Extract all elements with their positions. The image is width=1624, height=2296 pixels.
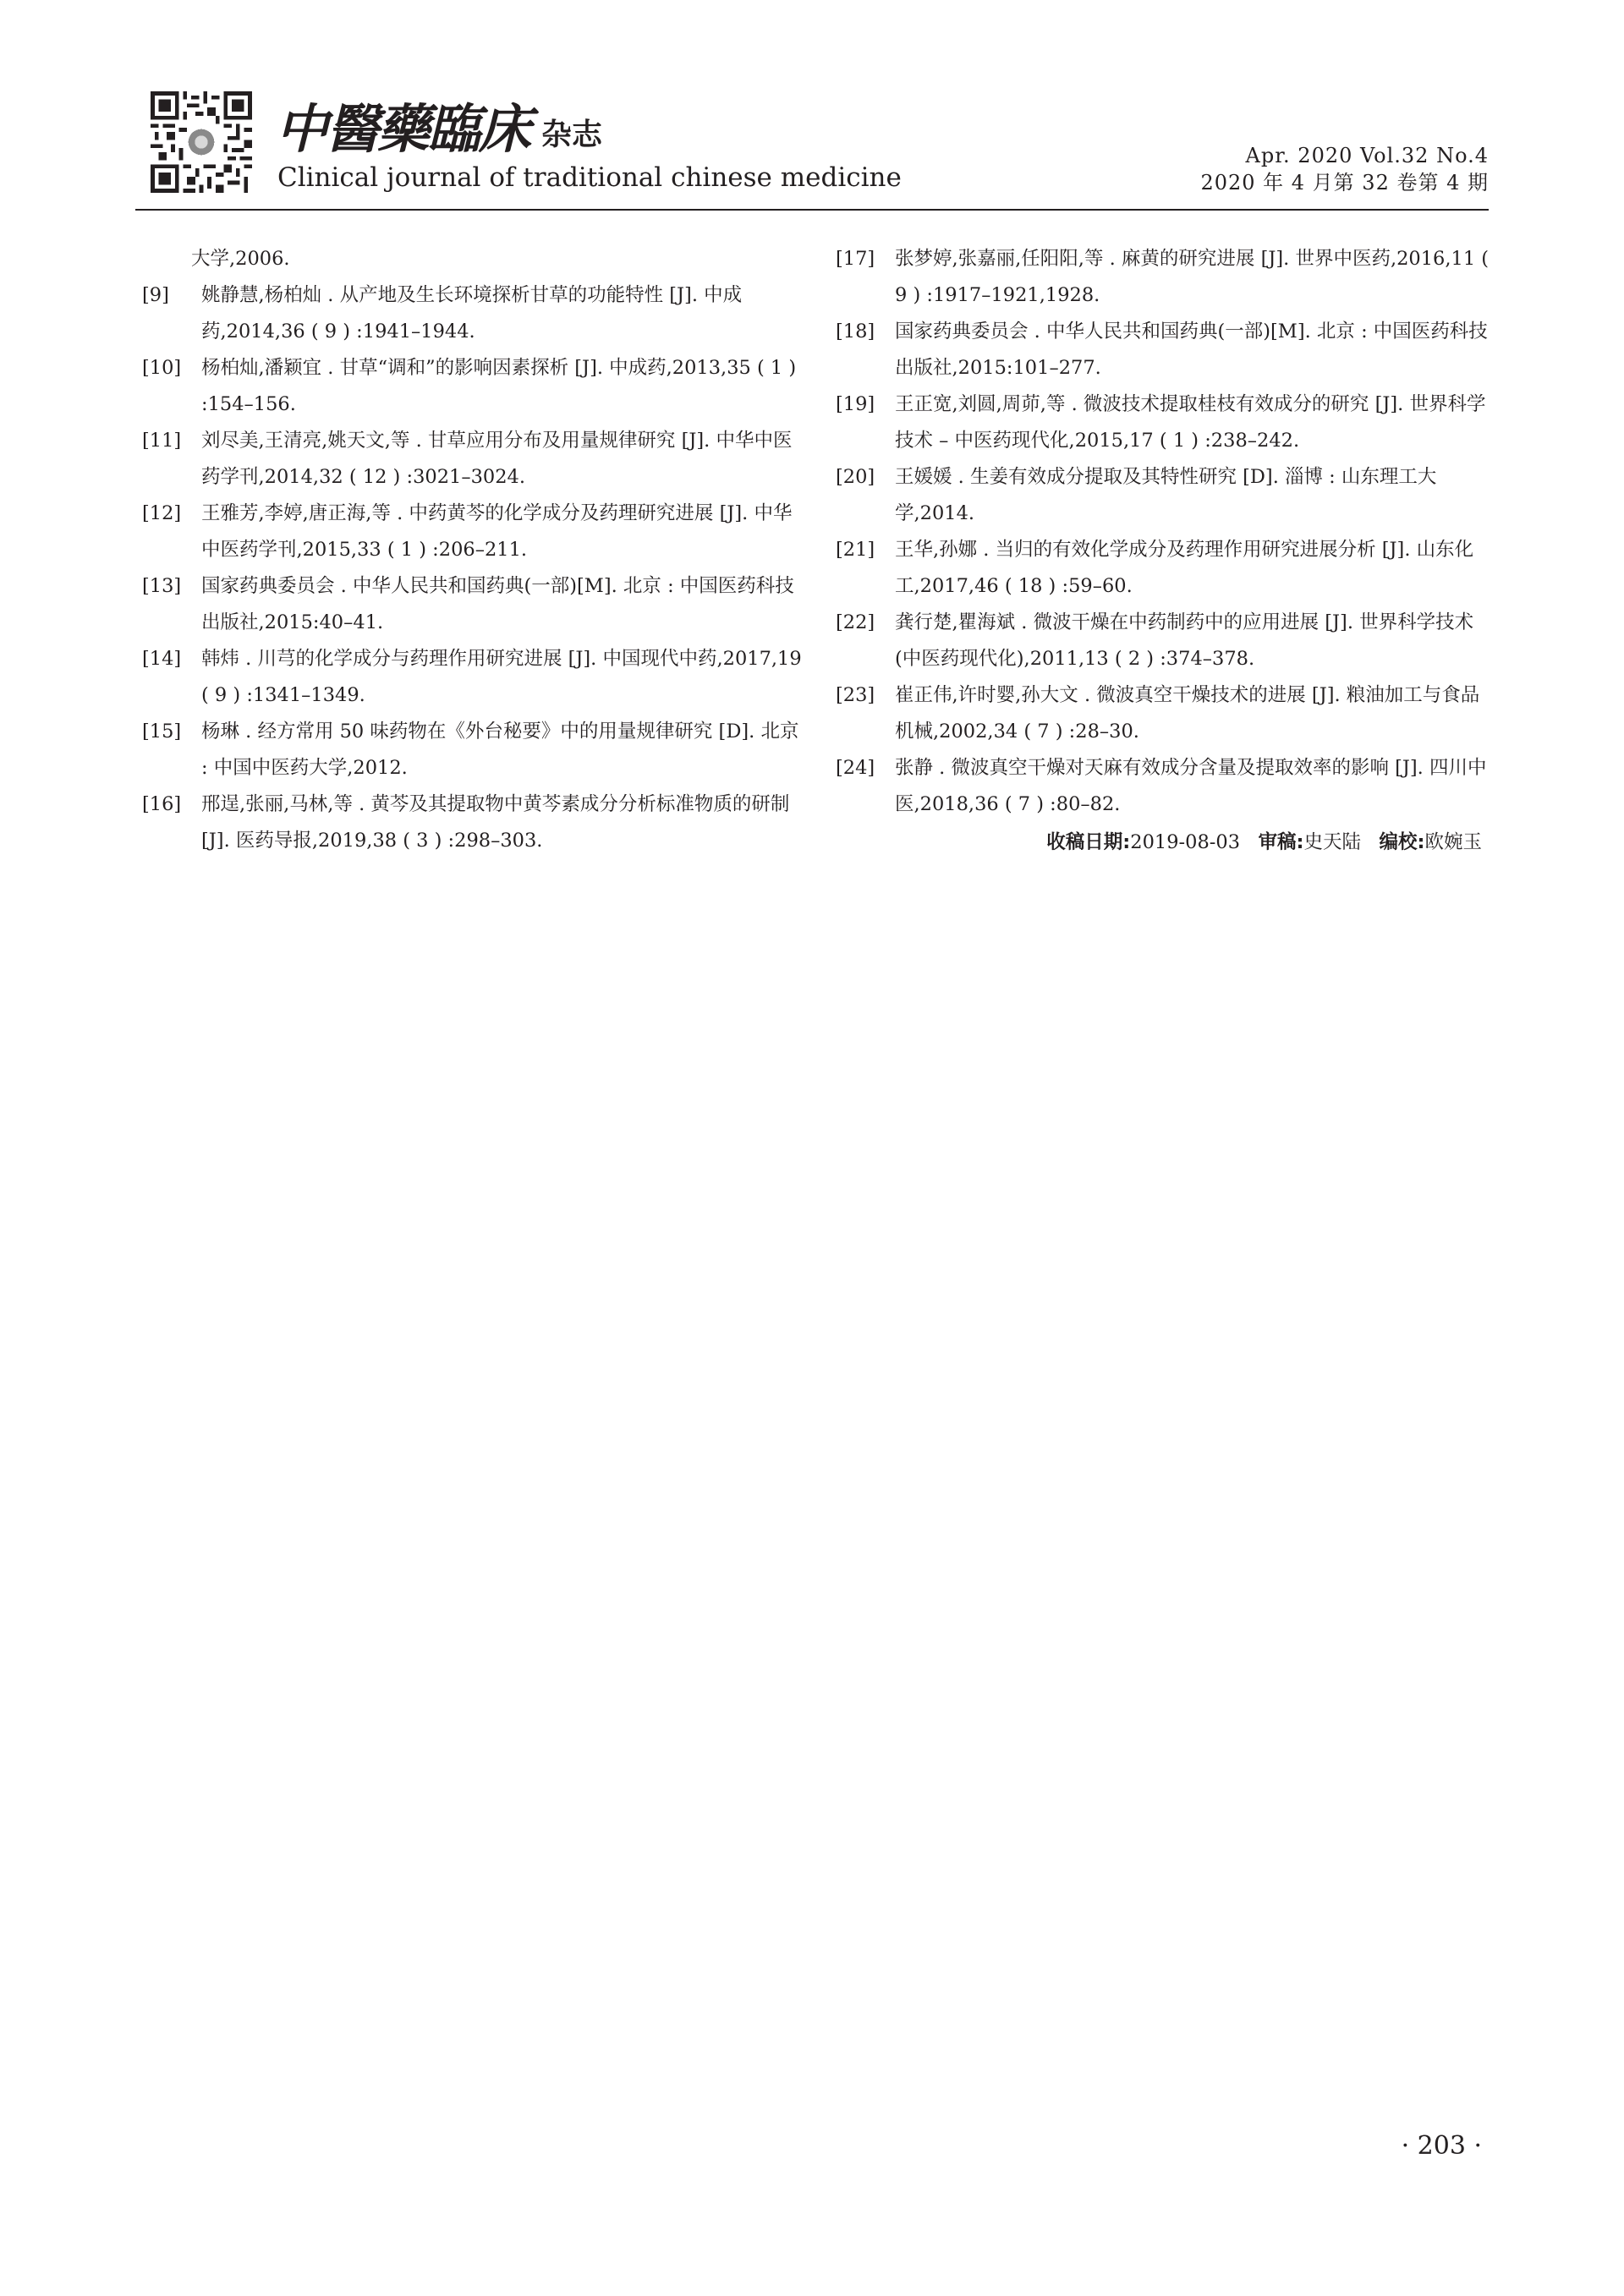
reference-number: [23]: [836, 684, 875, 706]
reference-item: [142, 350, 802, 423]
editor-name: 欧婉玉: [1424, 831, 1482, 853]
reference-number: [16]: [142, 793, 182, 815]
reference-item: [142, 714, 802, 786]
reviewer-name: 史天陆: [1303, 831, 1362, 853]
reference-number: [14]: [142, 648, 182, 670]
reference-item: [836, 750, 1495, 823]
reference-item: [836, 386, 1495, 459]
reference-text: 邢逞,张丽,马林,等 . 黄芩及其提取物中黄芩素成分分析标准物质的研制 [J]. 医药导报,2019,38 ( 3 ) :298–303.: [201, 793, 790, 852]
reference-item: [142, 641, 802, 714]
received-label: 收稿日期:: [1046, 831, 1131, 853]
journal-name-en: Clinical journal of traditional chinese medicine: [277, 162, 902, 193]
reference-text: 王媛媛 . 生姜有效成分提取及其特性研究 [D]. 淄博 : 山东理工大学,2014.: [895, 466, 1437, 524]
journal-suffix-cn: 杂志: [541, 117, 603, 152]
qr-code-icon: [151, 91, 252, 193]
reference-text: 龚行楚,瞿海斌 . 微波干燥在中药制药中的应用进展 [J]. 世界科学技术(中医药现代化),2011,13 ( 2 ) :374–378.: [895, 611, 1474, 670]
journal-name-cn: 中醫藥臨床: [276, 98, 530, 160]
reference-text: 杨琳 . 经方常用 50 味药物在《外台秘要》中的用量规律研究 [D]. 北京 : 中国中医药大学,2012.: [201, 721, 799, 779]
references-right-column: [836, 241, 1495, 861]
issue-cn: 2020 年 4 月第 32 卷第 4 期: [1200, 171, 1489, 195]
reference-text: 姚静慧,杨柏灿 . 从产地及生长环境探析甘草的功能特性 [J]. 中成药,2014,36 ( 9 ) :1941–1944.: [201, 284, 743, 342]
reference-number: [10]: [142, 357, 182, 379]
header-divider: [135, 209, 1489, 211]
reference-number: [17]: [836, 248, 875, 270]
reference-item: [142, 786, 802, 859]
editor-label: 编校:: [1379, 831, 1425, 853]
reference-text: 韩炜 . 川芎的化学成分与药理作用研究进展 [J]. 中国现代中药,2017,19 ( 9 ) :1341–1349.: [201, 648, 802, 706]
reference-item: [142, 568, 802, 641]
reference-number: [9]: [142, 284, 169, 306]
reference-number: [19]: [836, 393, 875, 415]
reviewer-label: 审稿:: [1258, 831, 1304, 853]
reference-text: 国家药典委员会 . 中华人民共和国药典(一部)[M]. 北京 : 中国医药科技出版社,2015:40–41.: [201, 575, 794, 633]
reference-item: [836, 677, 1495, 750]
received-date: 2019-08-03: [1130, 831, 1241, 853]
reference-number: [20]: [836, 466, 875, 488]
reference-item: [142, 496, 802, 568]
reference-item: [836, 314, 1495, 386]
reference-text: 刘尽美,王清亮,姚天文,等 . 甘草应用分布及用量规律研究 [J]. 中华中医药学刊,2014,32 ( 12 ) :3021–3024.: [201, 430, 793, 488]
issue-info: [1200, 142, 1489, 196]
journal-logo: [276, 100, 602, 159]
journal-header: [0, 0, 1624, 211]
reference-item: [836, 241, 1495, 314]
reference-text: 王华,孙娜 . 当归的有效化学成分及药理作用研究进展分析 [J]. 山东化工,2017,46 ( 18 ) :59–60.: [895, 539, 1474, 597]
reference-item: [836, 605, 1495, 677]
issue-en: Apr. 2020 Vol.32 No.4: [1245, 144, 1489, 167]
page-number: · 203 ·: [1401, 2131, 1482, 2161]
reference-number: [21]: [836, 539, 875, 561]
reference-continuation: 大学,2006.: [191, 248, 290, 270]
reference-item: [142, 277, 802, 350]
reference-number: [15]: [142, 721, 182, 743]
reference-text: 杨柏灿,潘颖宜 . 甘草“调和”的影响因素探析 [J]. 中成药,2013,35 ( 1 ) :154–156.: [201, 357, 797, 415]
reference-item: [836, 532, 1495, 605]
reference-item: [836, 459, 1495, 532]
reference-text: 张梦婷,张嘉丽,任阳阳,等 . 麻黄的研究进展 [J]. 世界中医药,2016,11 ( 9 ) :1917–1921,1928.: [895, 248, 1490, 306]
reference-text: 国家药典委员会 . 中华人民共和国药典(一部)[M]. 北京 : 中国医药科技出版社,2015:101–277.: [895, 321, 1488, 379]
reference-item: [142, 423, 802, 496]
reference-number: [13]: [142, 575, 182, 597]
reference-text: 王雅芳,李婷,唐正海,等 . 中药黄芩的化学成分及药理研究进展 [J]. 中华中医药学刊,2015,33 ( 1 ) :206–211.: [201, 502, 793, 561]
reference-number: [12]: [142, 502, 182, 524]
reference-text: 张静 . 微波真空干燥对天麻有效成分含量及提取效率的影响 [J]. 四川中医,2018,36 ( 7 ) :80–82.: [895, 757, 1487, 815]
reference-text: 崔正伟,许时婴,孙大文 . 微波真空干燥技术的进展 [J]. 粮油加工与食品机械,2002,34 ( 7 ) :28–30.: [895, 684, 1480, 743]
reference-number: [22]: [836, 611, 875, 633]
reference-number: [11]: [142, 430, 182, 452]
references-left-column: [142, 241, 802, 859]
manuscript-info: [836, 825, 1495, 861]
reference-text: 王正宽,刘圆,周茆,等 . 微波技术提取桂枝有效成分的研究 [J]. 世界科学技术 – 中医药现代化,2015,17 ( 1 ) :238–242.: [895, 393, 1486, 452]
reference-number: [18]: [836, 321, 875, 342]
reference-number: [24]: [836, 757, 875, 779]
